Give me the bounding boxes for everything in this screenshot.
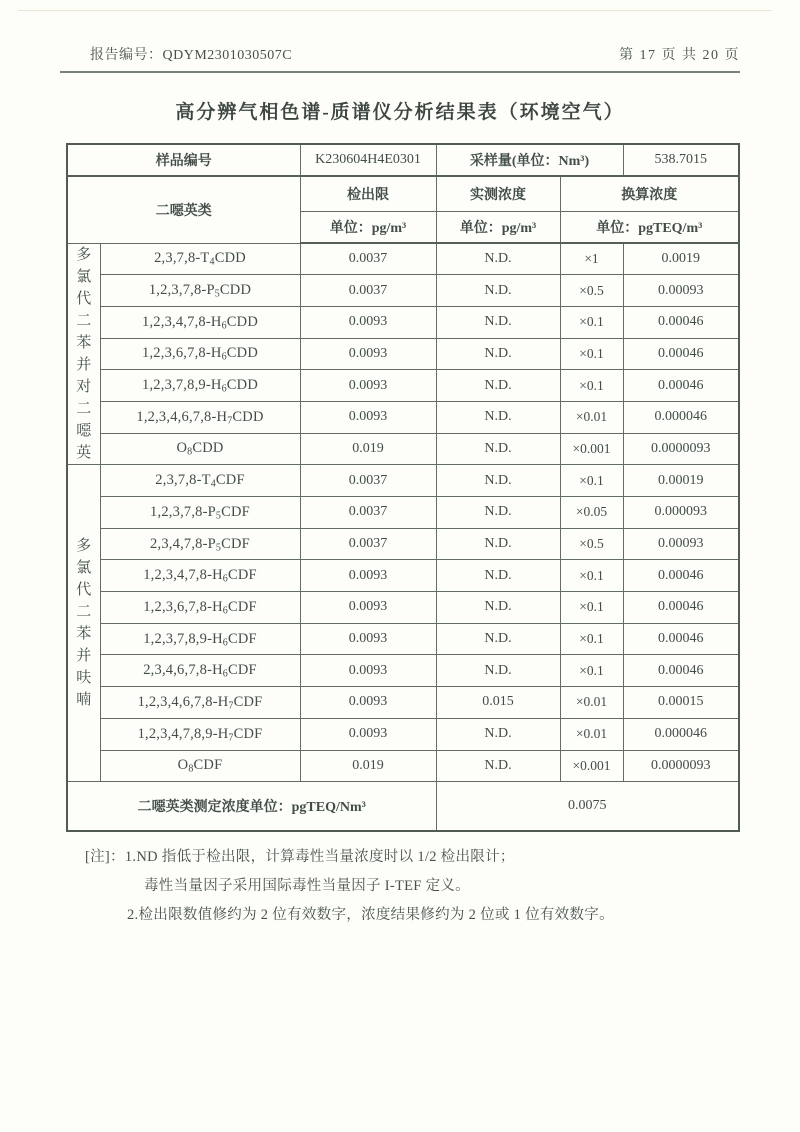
unit-detection-limit: 单位：pg/m³ bbox=[300, 212, 436, 244]
cell-name: $1,2,3,7,8,9-H_6CDD$ bbox=[100, 370, 300, 402]
analysis-results-table bbox=[66, 143, 740, 832]
cell-limit: 0.0037 bbox=[300, 243, 436, 275]
page-count: 第 17 页 共 20 页 bbox=[619, 48, 740, 63]
congener-row bbox=[67, 433, 739, 465]
cell-measured: N.D. bbox=[436, 338, 560, 370]
unit-measured: 单位：pg/m³ bbox=[436, 212, 560, 244]
cell-limit: 0.0093 bbox=[300, 306, 436, 338]
footnote-line: 2.检出限数值修约为 2 位有效数字，浓度结果修约为 2 位或 1 位有效数字。 bbox=[127, 907, 614, 924]
cell-measured: N.D. bbox=[436, 718, 560, 750]
cell-measured: N.D. bbox=[436, 497, 560, 529]
cell-limit: 0.0037 bbox=[300, 465, 436, 497]
cell-factor: ×0.1 bbox=[560, 623, 623, 655]
column-header-row bbox=[67, 176, 739, 212]
cell-factor: ×0.5 bbox=[560, 528, 623, 560]
cell-factor: ×0.1 bbox=[560, 338, 623, 370]
cell-name: $1,2,3,4,6,7,8-H_7CDD$ bbox=[100, 401, 300, 433]
summary-value: 0.0075 bbox=[436, 782, 739, 832]
cell-measured: N.D. bbox=[436, 275, 560, 307]
cell-limit: 0.0093 bbox=[300, 687, 436, 719]
cell-result: 0.0000093 bbox=[623, 433, 739, 465]
sample-id-label: 样品编号 bbox=[67, 144, 300, 176]
congener-row bbox=[67, 687, 739, 719]
congener-row bbox=[67, 306, 739, 338]
cell-measured: N.D. bbox=[436, 750, 560, 782]
cell-name: $O_8CDF$ bbox=[100, 750, 300, 782]
cell-result: 0.00046 bbox=[623, 338, 739, 370]
congener-row bbox=[67, 243, 739, 275]
cell-measured: N.D. bbox=[436, 306, 560, 338]
group-label-pcdd: 多 氯 代 二 苯 并 对 二 噁 英 bbox=[67, 243, 100, 465]
cell-result: 0.00015 bbox=[623, 687, 739, 719]
column-converted: 换算浓度 bbox=[560, 176, 739, 212]
cell-factor: ×0.1 bbox=[560, 560, 623, 592]
cell-name: $1,2,3,4,6,7,8-H_7CDF$ bbox=[100, 687, 300, 719]
congener-row bbox=[67, 623, 739, 655]
cell-measured: N.D. bbox=[436, 655, 560, 687]
cell-result: 0.00046 bbox=[623, 560, 739, 592]
sample-id-value: K230604H4E0301 bbox=[300, 144, 436, 176]
congener-row bbox=[67, 560, 739, 592]
cell-limit: 0.0093 bbox=[300, 401, 436, 433]
cell-factor: ×0.01 bbox=[560, 687, 623, 719]
cell-limit: 0.019 bbox=[300, 433, 436, 465]
cell-limit: 0.0093 bbox=[300, 592, 436, 624]
cell-result: 0.0000093 bbox=[623, 750, 739, 782]
sample-info-row bbox=[67, 144, 739, 176]
cell-measured: N.D. bbox=[436, 401, 560, 433]
column-category: 二噁英类 bbox=[67, 176, 300, 243]
cell-result: 0.000093 bbox=[623, 497, 739, 529]
cell-name: $1,2,3,4,7,8-H_6CDD$ bbox=[100, 306, 300, 338]
unit-converted: 单位：pgTEQ/m³ bbox=[560, 212, 739, 244]
summary-row bbox=[67, 782, 739, 832]
cell-factor: ×0.1 bbox=[560, 306, 623, 338]
congener-row bbox=[67, 401, 739, 433]
cell-limit: 0.0093 bbox=[300, 655, 436, 687]
cell-factor: ×0.1 bbox=[560, 465, 623, 497]
cell-result: 0.00093 bbox=[623, 275, 739, 307]
group-label-pcdf: 多 氯 代 二 苯 并 呋 喃 bbox=[67, 465, 100, 782]
cell-factor: ×0.1 bbox=[560, 655, 623, 687]
cell-measured: N.D. bbox=[436, 623, 560, 655]
document-title: 高分辨气相色谱-质谱仪分析结果表（环境空气） bbox=[175, 102, 625, 123]
cell-limit: 0.0093 bbox=[300, 623, 436, 655]
congener-row bbox=[67, 655, 739, 687]
cell-factor: ×0.1 bbox=[560, 370, 623, 402]
cell-name: $1,2,3,4,7,8,9-H_7CDF$ bbox=[100, 718, 300, 750]
cell-result: 0.000046 bbox=[623, 718, 739, 750]
cell-result: 0.0019 bbox=[623, 243, 739, 275]
cell-result: 0.00046 bbox=[623, 306, 739, 338]
cell-factor: ×0.01 bbox=[560, 401, 623, 433]
cell-measured: N.D. bbox=[436, 528, 560, 560]
cell-measured: N.D. bbox=[436, 370, 560, 402]
cell-measured: 0.015 bbox=[436, 687, 560, 719]
congener-row bbox=[67, 750, 739, 782]
congener-row bbox=[67, 528, 739, 560]
cell-measured: N.D. bbox=[436, 560, 560, 592]
cell-result: 0.00019 bbox=[623, 465, 739, 497]
cell-name: $2,3,7,8-T_4CDD$ bbox=[100, 243, 300, 275]
cell-measured: N.D. bbox=[436, 592, 560, 624]
congener-row bbox=[67, 370, 739, 402]
cell-limit: 0.0037 bbox=[300, 528, 436, 560]
column-measured: 实测浓度 bbox=[436, 176, 560, 212]
report-number bbox=[90, 44, 292, 64]
cell-name: $2,3,4,6,7,8-H_6CDF$ bbox=[100, 655, 300, 687]
cell-factor: ×0.001 bbox=[560, 750, 623, 782]
footnotes bbox=[85, 847, 800, 925]
cell-measured: N.D. bbox=[436, 465, 560, 497]
cell-result: 0.00046 bbox=[623, 623, 739, 655]
cell-measured: N.D. bbox=[436, 433, 560, 465]
cell-name: $1,2,3,6,7,8-H_6CDD$ bbox=[100, 338, 300, 370]
cell-limit: 0.0093 bbox=[300, 370, 436, 402]
cell-result: 0.000046 bbox=[623, 401, 739, 433]
cell-result: 0.00093 bbox=[623, 528, 739, 560]
cell-factor: ×0.1 bbox=[560, 592, 623, 624]
column-detection-limit: 检出限 bbox=[300, 176, 436, 212]
cell-factor: ×1 bbox=[560, 243, 623, 275]
cell-limit: 0.0093 bbox=[300, 338, 436, 370]
cell-limit: 0.0093 bbox=[300, 718, 436, 750]
scan-artifact-line bbox=[18, 10, 772, 11]
cell-factor: ×0.001 bbox=[560, 433, 623, 465]
report-number-label: 报告编号： bbox=[90, 48, 163, 63]
cell-factor: ×0.05 bbox=[560, 497, 623, 529]
sample-volume-label: 采样量(单位：Nm³) bbox=[436, 144, 623, 176]
cell-name: $2,3,4,7,8-P_5CDF$ bbox=[100, 528, 300, 560]
footnote-line: [注]：1.ND 指低于检出限，计算毒性当量浓度时以 1/2 检出限计； bbox=[85, 849, 515, 866]
cell-factor: ×0.01 bbox=[560, 718, 623, 750]
cell-name: $2,3,7,8-T_4CDF$ bbox=[100, 465, 300, 497]
cell-limit: 0.0093 bbox=[300, 560, 436, 592]
congener-row bbox=[67, 275, 739, 307]
cell-name: $1,2,3,6,7,8-H_6CDF$ bbox=[100, 592, 300, 624]
summary-label: 二噁英类测定浓度单位：pgTEQ/Nm³ bbox=[67, 782, 436, 832]
congener-row bbox=[67, 338, 739, 370]
cell-factor: ×0.5 bbox=[560, 275, 623, 307]
cell-name: $1,2,3,7,8-P_5CDF$ bbox=[100, 497, 300, 529]
report-number-value: QDYM2301030507C bbox=[162, 48, 293, 63]
cell-result: 0.00046 bbox=[623, 655, 739, 687]
congener-row bbox=[67, 592, 739, 624]
cell-result: 0.00046 bbox=[623, 370, 739, 402]
footnote-line: 毒性当量因子采用国际毒性当量因子 I-TEF 定义。 bbox=[144, 878, 470, 895]
congener-row bbox=[67, 465, 739, 497]
congener-row bbox=[67, 497, 739, 529]
cell-limit: 0.0037 bbox=[300, 497, 436, 529]
congener-row bbox=[67, 718, 739, 750]
cell-result: 0.00046 bbox=[623, 592, 739, 624]
sample-volume-value: 538.7015 bbox=[623, 144, 739, 176]
cell-limit: 0.0037 bbox=[300, 275, 436, 307]
cell-measured: N.D. bbox=[436, 243, 560, 275]
cell-name: $1,2,3,7,8,9-H_6CDF$ bbox=[100, 623, 300, 655]
congener-tbody bbox=[67, 243, 739, 782]
cell-name: $1,2,3,7,8-P_5CDD$ bbox=[100, 275, 300, 307]
cell-name: $O_8CDD$ bbox=[100, 433, 300, 465]
cell-limit: 0.019 bbox=[300, 750, 436, 782]
cell-name: $1,2,3,4,7,8-H_6CDF$ bbox=[100, 560, 300, 592]
